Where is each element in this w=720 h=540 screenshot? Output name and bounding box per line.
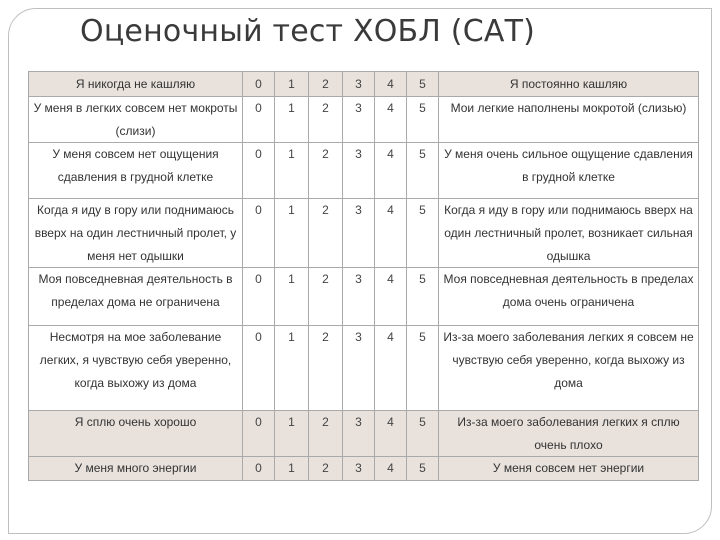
- table-row: [29, 411, 699, 457]
- score-3: 3: [343, 268, 375, 326]
- score-2: 2: [309, 199, 343, 268]
- left-statement: Я сплю очень хорошо: [29, 411, 243, 457]
- score-3: 3: [343, 326, 375, 411]
- score-2: 2: [309, 268, 343, 326]
- cat-table: [28, 71, 699, 481]
- score-4: 4: [375, 199, 407, 268]
- score-5: 5: [407, 411, 439, 457]
- score-1: 1: [275, 143, 309, 199]
- score-4: 4: [375, 143, 407, 199]
- score-0: 0: [243, 143, 275, 199]
- table-row: [29, 199, 699, 268]
- score-5: 5: [407, 326, 439, 411]
- table-row: [29, 326, 699, 411]
- score-4: 4: [375, 72, 407, 97]
- score-5: 5: [407, 72, 439, 97]
- score-4: 4: [375, 411, 407, 457]
- table-row: [29, 72, 699, 97]
- left-statement: У меня совсем нет ощущения сдавления в грудной клетке: [29, 143, 243, 199]
- table-row: [29, 268, 699, 326]
- score-3: 3: [343, 199, 375, 268]
- left-statement: Я никогда не кашляю: [29, 72, 243, 97]
- right-statement: Моя повседневная деятельность в пределах дома очень ограничена: [439, 268, 699, 326]
- score-0: 0: [243, 97, 275, 143]
- score-2: 2: [309, 326, 343, 411]
- score-2: 2: [309, 72, 343, 97]
- score-0: 0: [243, 268, 275, 326]
- score-5: 5: [407, 143, 439, 199]
- right-statement: У меня совсем нет энергии: [439, 457, 699, 481]
- left-statement: Моя повседневная деятельность в пределах дома не ограничена: [29, 268, 243, 326]
- right-statement: Я постоянно кашляю: [439, 72, 699, 97]
- right-statement: Из-за моего заболевания легких я совсем не чувствую себя уверенно, когда выхожу из дома: [439, 326, 699, 411]
- table-row: [29, 97, 699, 143]
- table-row: [29, 457, 699, 481]
- page-title: Оценочный тест ХОБЛ (САТ): [80, 14, 535, 49]
- score-2: 2: [309, 143, 343, 199]
- score-1: 1: [275, 457, 309, 481]
- score-3: 3: [343, 97, 375, 143]
- score-4: 4: [375, 268, 407, 326]
- score-2: 2: [309, 97, 343, 143]
- left-statement: Несмотря на мое заболевание легких, я чувствую себя уверенно, когда выхожу из дома: [29, 326, 243, 411]
- score-4: 4: [375, 457, 407, 481]
- score-1: 1: [275, 72, 309, 97]
- score-1: 1: [275, 411, 309, 457]
- right-statement: Когда я иду в гору или поднимаюсь вверх на один лестничный пролет, возникает сильная одышка: [439, 199, 699, 268]
- right-statement: У меня очень сильное ощущение сдавления в грудной клетке: [439, 143, 699, 199]
- score-0: 0: [243, 457, 275, 481]
- score-1: 1: [275, 97, 309, 143]
- score-0: 0: [243, 72, 275, 97]
- score-1: 1: [275, 326, 309, 411]
- score-0: 0: [243, 411, 275, 457]
- score-5: 5: [407, 457, 439, 481]
- score-3: 3: [343, 457, 375, 481]
- score-3: 3: [343, 72, 375, 97]
- score-5: 5: [407, 268, 439, 326]
- score-5: 5: [407, 97, 439, 143]
- score-0: 0: [243, 326, 275, 411]
- left-statement: У меня в легких совсем нет мокроты (слизи): [29, 97, 243, 143]
- right-statement: Из-за моего заболевания легких я сплю очень плохо: [439, 411, 699, 457]
- score-1: 1: [275, 268, 309, 326]
- score-1: 1: [275, 199, 309, 268]
- score-5: 5: [407, 199, 439, 268]
- right-statement: Мои легкие наполнены мокротой (слизью): [439, 97, 699, 143]
- score-3: 3: [343, 411, 375, 457]
- left-statement: У меня много энергии: [29, 457, 243, 481]
- score-4: 4: [375, 97, 407, 143]
- score-2: 2: [309, 457, 343, 481]
- score-3: 3: [343, 143, 375, 199]
- table-row: [29, 143, 699, 199]
- score-4: 4: [375, 326, 407, 411]
- score-2: 2: [309, 411, 343, 457]
- left-statement: Когда я иду в гору или поднимаюсь вверх на один лестничный пролет, у меня нет одышки: [29, 199, 243, 268]
- score-0: 0: [243, 199, 275, 268]
